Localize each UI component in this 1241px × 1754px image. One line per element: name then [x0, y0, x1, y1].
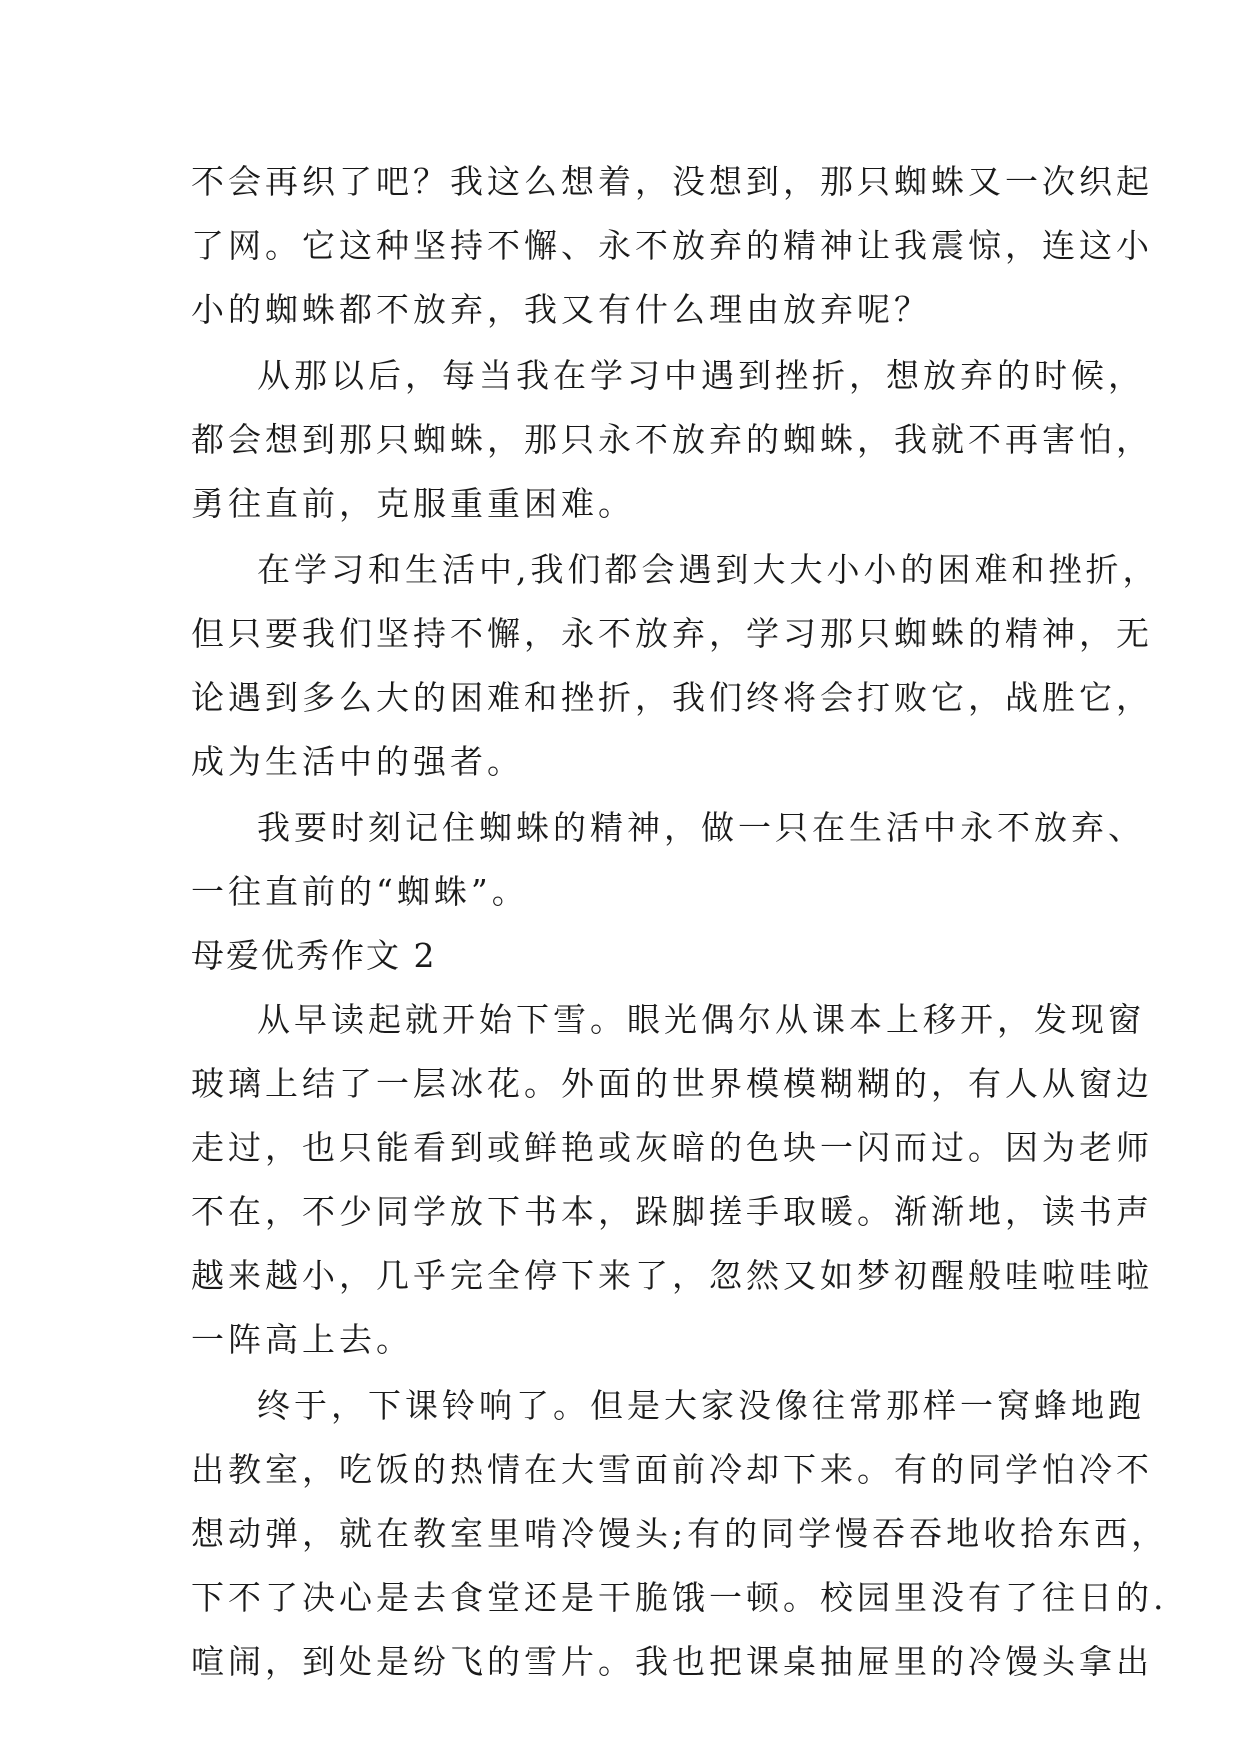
section-heading: 母爱优秀作文 2 — [191, 936, 437, 975]
text-line: 了网。它这种坚持不懈、永不放弃的精神让我震惊，连这小 — [191, 226, 1153, 265]
text-line: 出教室，吃饭的热情在大雪面前冷却下来。有的同学怕冷不 — [191, 1450, 1153, 1489]
paragraph-start-line: 在学习和生活中,我们都会遇到大大小小的困难和挫折， — [257, 550, 1160, 589]
text-line: 小的蜘蛛都不放弃，我又有什么理由放弃呢？ — [191, 290, 931, 329]
text-line: 勇往直前，克服重重困难。 — [191, 484, 635, 523]
paragraph-start-line: 终于，下课铃响了。但是大家没像往常那样一窝蜂地跑 — [257, 1386, 1145, 1425]
text-line: 走过，也只能看到或鲜艳或灰暗的色块一闪而过。因为老师 — [191, 1128, 1153, 1167]
text-line: 一阵高上去。 — [191, 1320, 413, 1359]
text-line: 论遇到多么大的困难和挫折，我们终将会打败它，战胜它， — [191, 678, 1153, 717]
text-line: 喧闹，到处是纷飞的雪片。我也把课桌抽屉里的冷馒头拿出 — [191, 1642, 1153, 1681]
text-line: 越来越小，几乎完全停下来了，忽然又如梦初醒般哇啦哇啦 — [191, 1256, 1153, 1295]
text-line: 成为生活中的强者。 — [191, 742, 524, 781]
text-line: 都会想到那只蜘蛛，那只永不放弃的蜘蛛，我就不再害怕， — [191, 420, 1153, 459]
paragraph-start-line: 从那以后，每当我在学习中遇到挫折，想放弃的时候， — [257, 356, 1145, 395]
text-line: 想动弹，就在教室里啃冷馒头;有的同学慢吞吞地收拾东西， — [191, 1514, 1169, 1553]
text-line: 不在，不少同学放下书本，跺脚搓手取暖。渐渐地，读书声 — [191, 1192, 1153, 1231]
text-line: 一往直前的“蜘蛛”。 — [191, 872, 529, 911]
paragraph-start-line: 我要时刻记住蜘蛛的精神，做一只在生活中永不放弃、 — [257, 808, 1145, 847]
text-line: 玻璃上结了一层冰花。外面的世界模模糊糊的，有人从窗边 — [191, 1064, 1153, 1103]
text-line: 不会再织了吧？我这么想着，没想到，那只蜘蛛又一次织起 — [191, 162, 1153, 201]
paragraph-start-line: 从早读起就开始下雪。眼光偶尔从课本上移开，发现窗 — [257, 1000, 1145, 1039]
text-line: 但只要我们坚持不懈，永不放弃，学习那只蜘蛛的精神，无 — [191, 614, 1153, 653]
text-line: 下不了决心是去食堂还是干脆饿一顿。校园里没有了往日的. — [191, 1578, 1168, 1617]
